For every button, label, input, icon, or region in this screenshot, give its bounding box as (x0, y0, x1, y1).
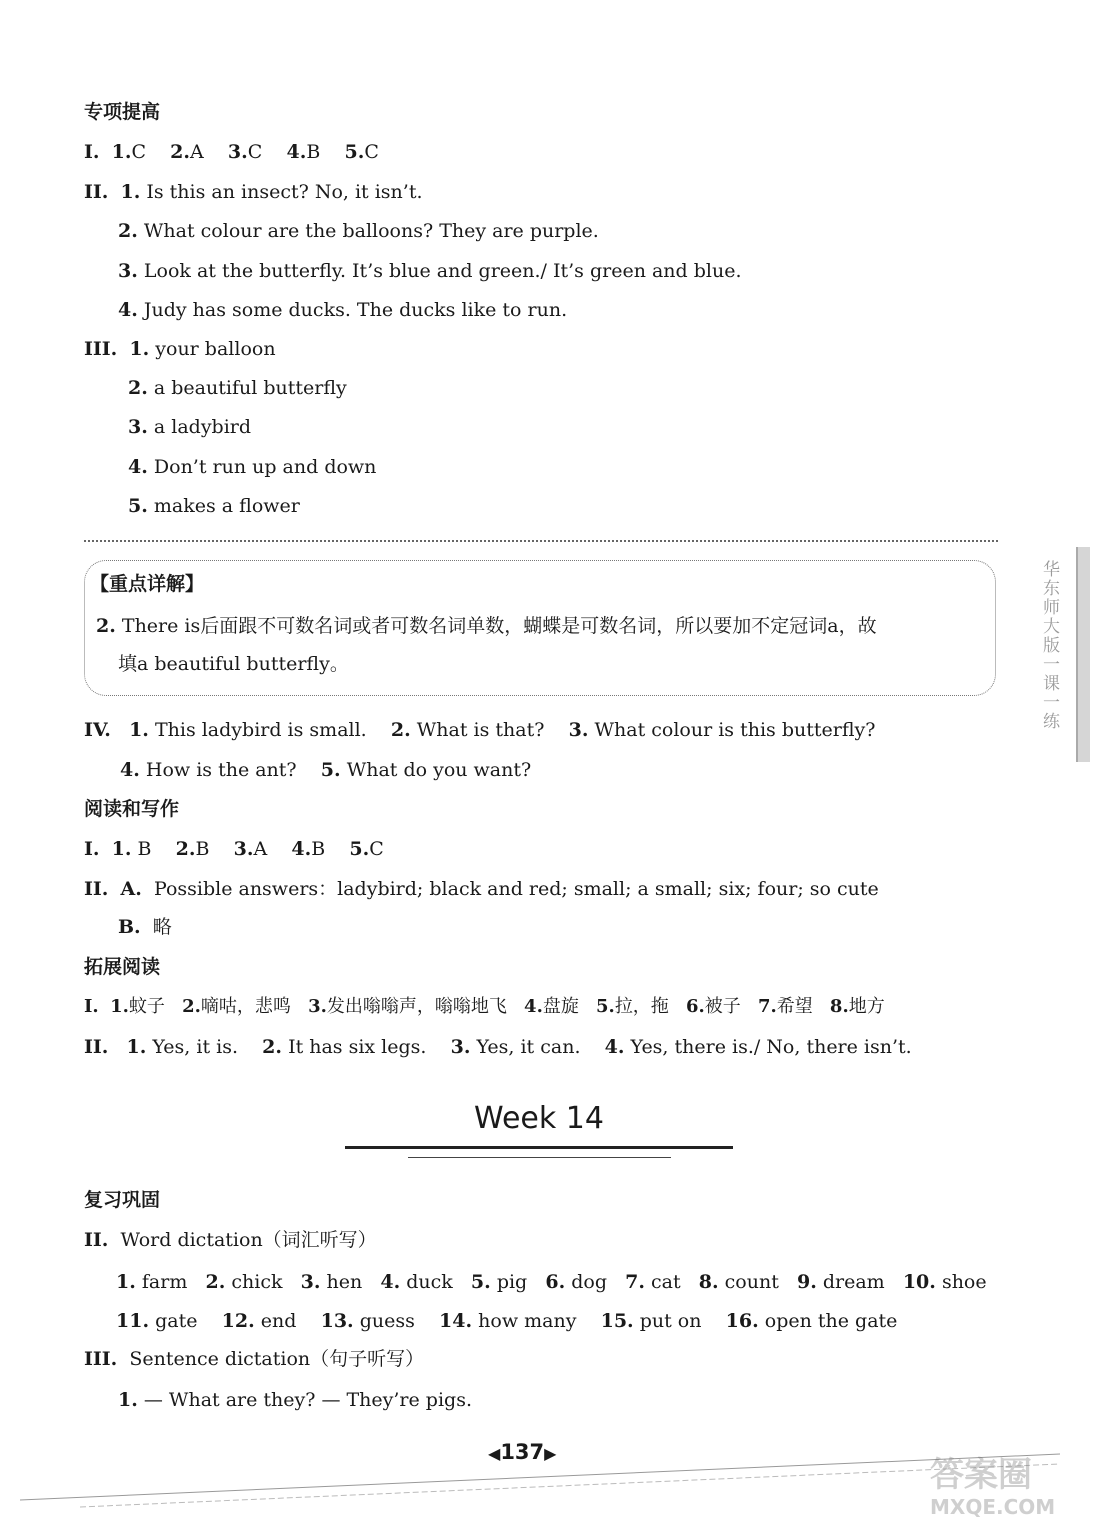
watermark-logo: 答案圈 MXQE.COM (930, 1455, 1056, 1519)
s1-part-iv-row-1: IV. 1. This ladybird is small. 2. What is that? 3. What colour is this butterfly? (84, 719, 876, 741)
week-title: Week 14 (474, 1101, 604, 1136)
title-rule-thin (408, 1157, 671, 1158)
s1-part-ii-item-1: II. 1. Is this an insect? No, it isn’t. (84, 181, 423, 203)
s1-part-iii-item-3: 3. a ladybird (128, 416, 252, 438)
s1-part-iii-item-4: 4. Don’t run up and down (128, 456, 377, 478)
title-rule-thick (345, 1146, 733, 1149)
page-edge-lines (20, 1452, 1060, 1512)
s4-part-ii-label: II. Word dictation（词汇听写） (84, 1229, 377, 1251)
s2-part-ii-a: II. A. Possible answers：ladybird; black and red; small; a small; six; four; so cute (84, 878, 879, 900)
s2-part-ii-b: B. 略 (118, 916, 172, 938)
section-heading-review: 复习巩固 (84, 1189, 161, 1211)
side-book-title: 华东师大版一课一练 (1039, 560, 1059, 731)
s1-part-iii-item-1: III. 1. your balloon (84, 338, 276, 360)
page-number: ◀137▶ (488, 1440, 557, 1464)
s4-sentence-dictation-item-1: 1. — What are they? — They’re pigs. (118, 1389, 472, 1411)
s4-word-dictation-row-1: 1. farm 2. chick 3. hen 4. duck 5. pig 6. dog 7. cat 8. count 9. dream 10. shoe (116, 1271, 987, 1293)
s4-part-iii-label: III. Sentence dictation（句子听写） (84, 1348, 425, 1370)
s2-part-i-answers: I. 1. B 2.B 3.A 4.B 5.C (84, 838, 384, 860)
left-triangle-icon: ◀ (488, 1444, 501, 1463)
key-point-line-1: 2. There is后面跟不可数名词或者可数名词单数，蝴蝶是可数名词，所以要加不定冠词a，故 (96, 615, 877, 637)
s3-part-ii-answers: II. 1. Yes, it is. 2. It has six legs. 3. Yes, it can. 4. Yes, there is./ No, there isn’t. (84, 1036, 912, 1058)
section-heading-extended-reading: 拓展阅读 (84, 956, 161, 978)
s4-word-dictation-row-2: 11. gate 12. end 13. guess 14. how many 15. put on 16. open the gate (116, 1310, 898, 1332)
section-heading-reading-writing: 阅读和写作 (84, 798, 180, 820)
s1-part-ii-item-3: 3. Look at the butterfly. It’s blue and green./ It’s green and blue. (118, 260, 742, 282)
s1-part-ii-item-2: 2. What colour are the balloons? They are purple. (118, 220, 599, 242)
s1-part-ii-item-4: 4. Judy has some ducks. The ducks like to run. (118, 299, 568, 321)
right-triangle-icon: ▶ (544, 1444, 557, 1463)
s3-part-i-answers: I. 1.蚊子 2.嘀咕，悲鸣 3.发出嗡嗡声，嗡嗡地飞 4.盘旋 5.拉，拖 6.被子 7.希望 8.地方 (84, 996, 885, 1017)
s1-part-iii-item-2: 2. a beautiful butterfly (128, 377, 347, 399)
s1-part-i-answers: I. 1.C 2.A 3.C 4.B 5.C (84, 141, 379, 163)
side-edge-tab (1076, 547, 1090, 762)
s1-part-iv-row-2: 4. How is the ant? 5. What do you want? (120, 759, 532, 781)
key-point-line-2: 填a beautiful butterfly。 (118, 653, 349, 675)
dotted-divider (84, 540, 998, 542)
key-point-title: 【重点详解】 (90, 573, 205, 595)
s1-part-iii-item-5: 5. makes a flower (128, 495, 300, 517)
section-heading-special-improvement: 专项提高 (84, 101, 161, 123)
